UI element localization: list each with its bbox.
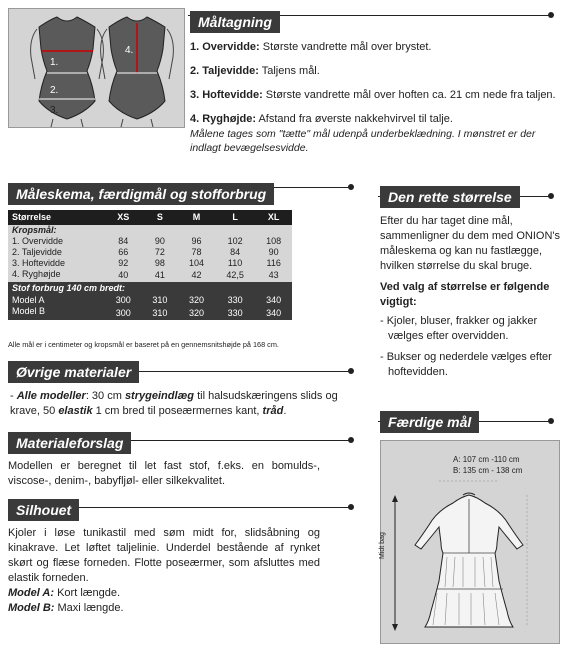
dress-illustration [381,441,559,643]
stoerrelse-intro: Efter du har taget dine mål, sammenligner du dem med ONION's måleskema og kan nu fastlægge, hvilken størrelse du skal bruge. [380,215,560,272]
stoerrelse-bullet-2: - Bukser og nederdele vælges efter hoftevidden. [380,351,552,378]
table-row [8,258,292,269]
table-cell: Model B [12,306,46,316]
table-cell: Model A [12,295,45,305]
text-segment: - [10,390,17,402]
oevrige-rule-dot [348,368,354,374]
table-header-cell: L [232,212,238,222]
oevrige-text [10,389,350,419]
table-cell: 320 [188,295,205,305]
model-b-text: Maxi længde. [54,602,124,614]
size-table [8,210,292,320]
maal-item-label: 4. Ryghøjde: [190,113,257,125]
figure-label-2: 2. [50,85,59,96]
maal-item-text: Afstand fra øverste nakkehvirvel til talje. [258,113,453,125]
table-cell: 84 [230,247,241,257]
table-cell: 102 [227,236,243,246]
skema-heading: Måleskema, færdigmål og stofforbrug [8,183,274,205]
maal-item-label: 3. Hoftevidde: [190,89,263,101]
maal-list [190,40,565,155]
size-table-header [8,210,292,225]
stoerrelse-text [380,214,560,380]
maal-item-1 [190,40,565,55]
table-row [8,282,292,295]
maal-item-2 [190,64,565,79]
table-cell: 320 [188,307,205,318]
table-cell: 116 [266,258,281,268]
body-figure-panel [8,8,185,128]
maal-item-text: Største vandrette mål over hoften ca. 21 cm nede fra taljen. [265,89,556,101]
finished-line-b: B: 135 cm - 138 cm [453,466,523,475]
table-cell: 90 [268,247,279,257]
table-row [8,236,292,247]
maal-item-3 [190,88,565,103]
maal-rule-dot [548,12,554,18]
table-cell: 108 [266,236,282,246]
table-cell: 42 [191,270,202,280]
table-row [8,295,292,306]
table-cell: 340 [266,307,282,318]
table-cell: 330 [227,307,243,318]
table-cell: 90 [154,236,165,246]
silhouet-model-b [8,601,320,616]
table-footnote: Alle mål er i centimeter og kropsmål er baseret på en gennemsnitshøjde på 168 cm. [8,340,279,349]
emphasis-all-models: Alle modeller [16,390,86,402]
emphasis-strygeindlaeg: strygeindlæg [124,390,195,402]
table-cell: 40 [118,270,129,280]
materiale-heading: Materialeforslag [8,432,131,454]
stoerrelse-bullet-1: - Kjoler, bluser, frakker og jakker vælges efter overvidden. [380,315,538,342]
midt-bag-label: Midt bag [379,532,386,559]
figure-label-3: 3. [50,105,59,116]
maal-item-label: 1. Overvidde: [190,41,260,53]
table-cell: 42,5 [226,270,244,280]
silhouet-model-a [8,586,320,601]
table-row [8,306,292,320]
table-cell: 66 [118,247,129,257]
table-cell: 4. Ryghøjde [12,269,61,279]
faerdige-heading: Færdige mål [380,411,479,433]
table-cell: 43 [268,270,279,280]
emphasis-elastik: elastik [58,405,93,417]
skema-rule-dot [348,184,354,190]
table-cell: 310 [152,295,168,305]
silhouet-rule-dot [348,504,354,510]
silhouet-heading: Silhouet [8,499,79,521]
table-cell: 41 [154,270,165,280]
table-cell: 96 [191,236,202,246]
silhouet-description: Kjoler i løse tunikastil med søm midt for, slidsåbning og kinakrave. Let løftet taljelinie. Underdel bestående af rynket skørt og flæse forneden. Flotte poseærmer, som afsluttes med elastik forneden. [8,527,320,584]
model-b-label: Model B: [8,602,55,614]
table-cell: 3. Hoftevidde [12,258,66,268]
table-cell: 300 [115,295,131,305]
table-cell: 72 [154,247,165,257]
stoerrelse-rule-dot [548,193,554,199]
size-table-grid [8,210,292,320]
table-header-cell: XS [117,212,130,222]
emphasis-traad: tråd [262,405,284,417]
maal-item-text: Taljens mål. [261,65,320,77]
table-row [8,225,292,236]
table-header-cell: S [156,212,163,222]
text-segment: 1 cm bred til poseærmernes kant, [92,405,263,417]
table-cell: 2. Taljevidde [12,247,62,257]
table-cell: 340 [266,295,282,305]
table-cell: 300 [115,307,131,318]
model-a-text: Kort længde. [54,587,121,599]
table-cell: 98 [154,258,165,268]
silhouet-text [8,526,320,616]
table-cell: 104 [188,258,205,268]
stoerrelse-heading: Den rette størrelse [380,186,520,208]
materiale-text: Modellen er beregnet til let fast stof, f.eks. en bomulds-, viscose-, denim-, babyfljøl- eller silkekvalitet. [8,460,320,487]
stoerrelse-bold: Ved valg af størrelse er følgende vigtigt: [380,281,550,308]
table-cell: 1. Overvidde [12,236,64,246]
oevrige-heading: Øvrige materialer [8,361,139,383]
table-row [8,247,292,258]
figure-label-4: 4. [125,45,134,56]
figure-label-1: 1. [50,57,59,68]
text-segment: . [283,405,287,417]
table-cell: 84 [118,236,129,246]
materiale-rule-dot [348,437,354,443]
maal-note: Målene tages som "tætte" mål udenpå underbeklædning. I mønstret er der indlagt bevægelsesvidde. [190,128,536,154]
kropsmaal-label: Kropsmål: [12,225,57,235]
model-a-label: Model A: [8,587,55,599]
text-segment: : 30 cm [85,390,125,402]
maal-heading: Måltagning [190,11,280,33]
finished-line-a: A: 107 cm -110 cm [453,455,520,464]
finished-dress-panel [380,440,560,644]
table-cell: 110 [227,258,243,268]
maal-item-label: 2. Taljevidde: [190,65,259,77]
maal-item-4 [190,112,565,127]
table-header-cell: M [192,212,201,222]
table-cell: 330 [227,295,243,305]
table-cell: 92 [118,258,129,268]
table-row [8,269,292,282]
text-segment: til halsudskæringens slids og krave, 50 [10,390,338,417]
table-cell: 310 [152,307,168,318]
table-header-cell: XL [267,212,280,222]
forbrug-label: Stof forbrug 140 cm bredt: [12,283,126,293]
maal-item-text: Største vandrette mål over brystet. [262,41,432,53]
table-cell: 78 [191,247,202,257]
body-measure-illustration [9,9,184,127]
table-header-cell: Størrelse [12,212,52,222]
faerdige-rule-dot [548,418,554,424]
